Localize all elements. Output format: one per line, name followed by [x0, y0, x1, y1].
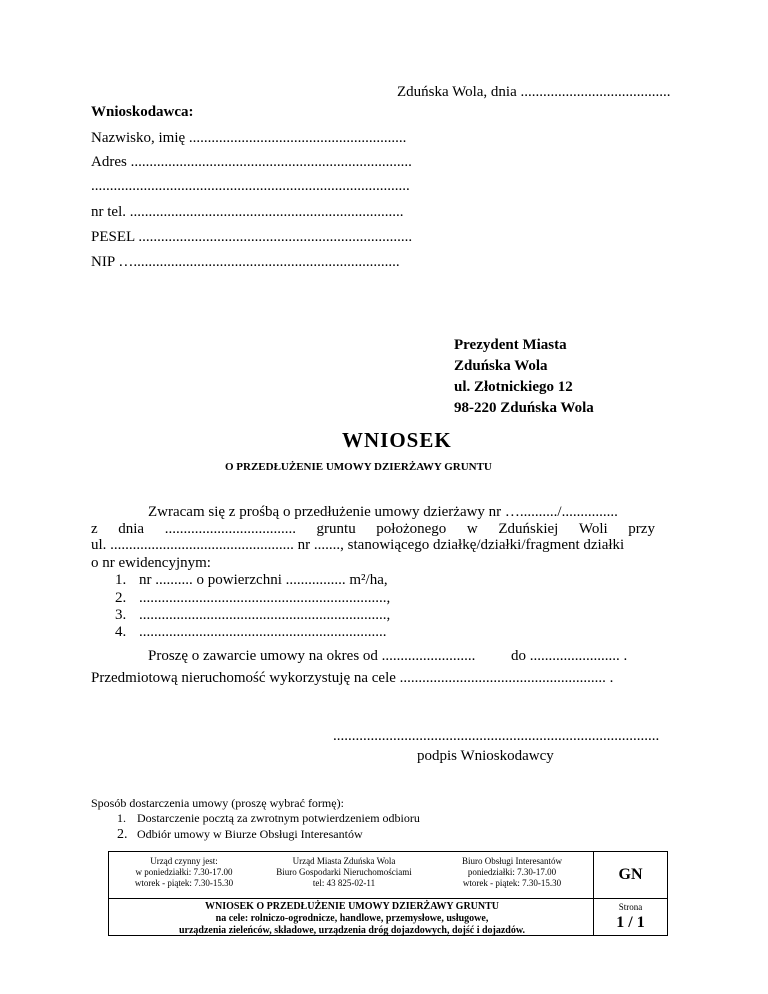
parcel-item-text: ..................................................................	[139, 624, 387, 640]
applicant-heading: Wnioskodawca:	[91, 104, 194, 120]
parcel-item-3: 3. ..................................................................,	[115, 607, 391, 623]
nip-field: NIP ….......................................................................	[91, 254, 400, 270]
body-line-2-word: położonego	[376, 521, 447, 537]
body-line-2	[91, 521, 655, 538]
recipient-line-3: ul. Złotnickiego 12	[454, 379, 573, 395]
phone-field: nr tel. .........................................................................	[91, 204, 404, 220]
parcel-item-text: ..................................................................,	[139, 607, 391, 623]
document-title: WNIOSEK	[342, 428, 452, 452]
delivery-option-2: 2. Odbiór umowy w Biurze Obsługi Interesantów	[117, 827, 363, 842]
recipient-line-1: Prezydent Miasta	[454, 337, 567, 353]
footer-service-office: Biuro Obsługi Interesantów poniedziałki: 7.30-17.00 wtorek - piątek: 7.30-15.30	[462, 856, 562, 888]
footer-page: Strona 1 / 1	[593, 898, 667, 935]
purpose-line: Przedmiotową nieruchomość wykorzystuję na cele ....................................................... .	[91, 670, 614, 686]
body-line-2-word: w	[466, 521, 478, 537]
date-line: Zduńska Wola, dnia ........................................	[397, 84, 671, 100]
period-from: Proszę o zawarcie umowy na okres od .........................	[148, 648, 476, 664]
delivery-heading: Sposób dostarczenia umowy (proszę wybrać formę):	[91, 796, 344, 810]
parcel-item-2: 2. ..................................................................,	[115, 590, 391, 606]
footer-code: GN	[593, 852, 667, 898]
footer-department: Urząd Miasta Zduńska Wola Biuro Gospodarki Nieruchomościami tel: 43 825-02-11	[276, 856, 412, 888]
address-field: Adres ...........................................................................	[91, 154, 412, 170]
body-line-2-word: dnia	[118, 521, 145, 537]
delivery-option-1: 1. Dostarczenie pocztą za zwrotnym potwierdzeniem odbioru	[117, 811, 420, 825]
signature-line: .......................................................................................	[333, 728, 660, 744]
body-line-1: Zwracam się z prośbą o przedłużenie umowy dzierżawy nr …........../...............	[148, 504, 618, 520]
parcel-item-4: 4. ..................................................................	[115, 624, 387, 640]
recipient-address	[454, 335, 594, 419]
body-line-2-word: z	[91, 521, 98, 537]
recipient-line-2: Zduńska Wola	[454, 358, 548, 374]
body-line-3: ul. ................................................. nr ......., stanowiącego działkę/działki/fragment działki	[91, 537, 625, 553]
body-line-2-word: Woli	[578, 521, 608, 537]
document-subtitle: O PRZEDŁUŻENIE UMOWY DZIERŻAWY GRUNTU	[225, 461, 492, 473]
period-to: do ........................ .	[511, 648, 628, 664]
parcel-item-text: ..................................................................,	[139, 590, 391, 606]
name-field: Nazwisko, imię ..........................................................	[91, 130, 407, 146]
recipient-line-4: 98-220 Zduńska Wola	[454, 400, 594, 416]
footer-form-title: WNIOSEK O PRZEDŁUŻENIE UMOWY DZIERŻAWY GRUNTU na cele: rolniczo-ogrodnicze, handlowe, przemysłowe, usługowe, urządzenia zieleńców, składowe, urządzenia dróg dojazdowych, dojść i dojazdów.	[109, 898, 595, 935]
body-line-4: o nr ewidencyjnym:	[91, 555, 211, 571]
parcel-item-1: 1. nr .......... o powierzchni ................ m²/ha,	[115, 572, 388, 588]
pesel-field: PESEL .........................................................................	[91, 229, 413, 245]
signature-label: podpis Wnioskodawcy	[417, 748, 554, 764]
body-line-2-word: gruntu	[316, 521, 356, 537]
body-line-2-word: przy	[628, 521, 655, 537]
address-continuation-field: .....................................................................................	[91, 178, 410, 194]
body-line-2-word: Zduńskiej	[498, 521, 559, 537]
parcel-item-text: nr .......... o powierzchni ................ m²/ha,	[139, 572, 388, 588]
body-line-2-word: ...................................	[164, 521, 296, 537]
footer-office-hours: Urząd czynny jest: w poniedziałki: 7.30-17.00 wtorek - piątek: 7.30-15.30	[134, 856, 234, 888]
footer-box	[108, 851, 668, 936]
